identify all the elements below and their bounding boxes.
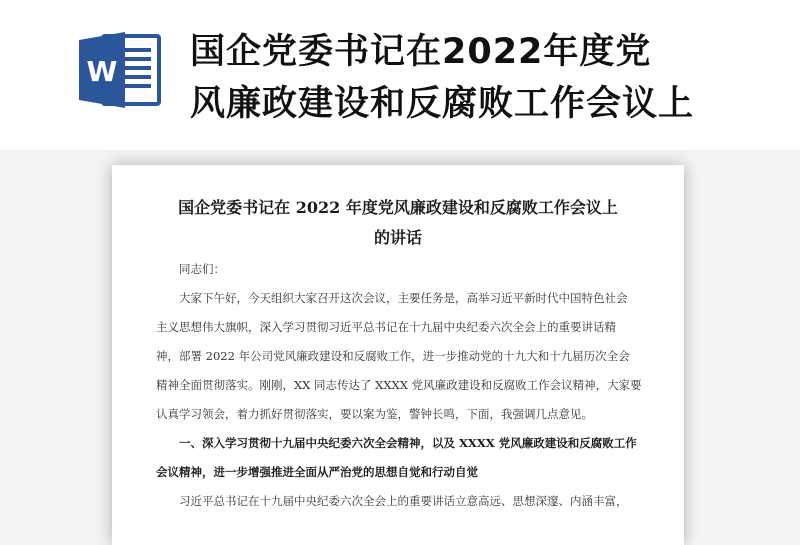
section-heading-line: 会议精神，进一步增强推进全面从严治党的思想自觉和行动自觉 bbox=[156, 465, 478, 479]
word-icon bbox=[75, 30, 165, 110]
document-title-line: 国企党委书记在2022年度党 bbox=[190, 32, 652, 72]
paragraph-line: 精神全面贯彻落实。刚刚，XX 同志传达了 XXXX 党风廉政建设和反腐败工作会议精神，大家要 bbox=[156, 378, 642, 392]
greeting: 同志们： bbox=[179, 262, 225, 276]
paragraph-line: 主义思想伟大旗帜，深入学习贯彻习近平总书记在十九届中央纪委六次全会上的重要讲话精 bbox=[156, 320, 616, 334]
document-title-line: 风廉政建设和反腐败工作会议上 bbox=[190, 84, 695, 124]
preview-header bbox=[0, 0, 800, 150]
document-page-preview bbox=[112, 165, 684, 545]
paragraph-line: 神，部署 2022 年公司党风廉政建设和反腐败工作，进一步推动党的十九大和十九届历次全会 bbox=[156, 349, 630, 363]
document-body bbox=[156, 255, 642, 516]
page-title-line: 国企党委书记在 2022 年度党风廉政建设和反腐败工作会议上 bbox=[178, 198, 618, 217]
paragraph-line: 认真学习领会，着力抓好贯彻落实，要以案为鉴，警钟长鸣，下面，我强调几点意见。 bbox=[156, 407, 593, 421]
document-title bbox=[190, 26, 790, 130]
paragraph-line: 习近平总书记在十九届中央纪委六次全会上的重要讲话立意高远、思想深邃、内涵丰富， bbox=[179, 494, 628, 508]
paragraph-line: 大家下午好，今天组织大家召开这次会议，主要任务是，高举习近平新时代中国特色社会 bbox=[179, 291, 628, 305]
page-title bbox=[112, 193, 684, 253]
section-heading-line: 一、深入学习贯彻十九届中央纪委六次全会精神，以及 XXXX 党风廉政建设和反腐败工作 bbox=[179, 436, 637, 450]
page-title-line: 的讲话 bbox=[373, 228, 422, 247]
word-icon-letter: W bbox=[86, 55, 118, 88]
